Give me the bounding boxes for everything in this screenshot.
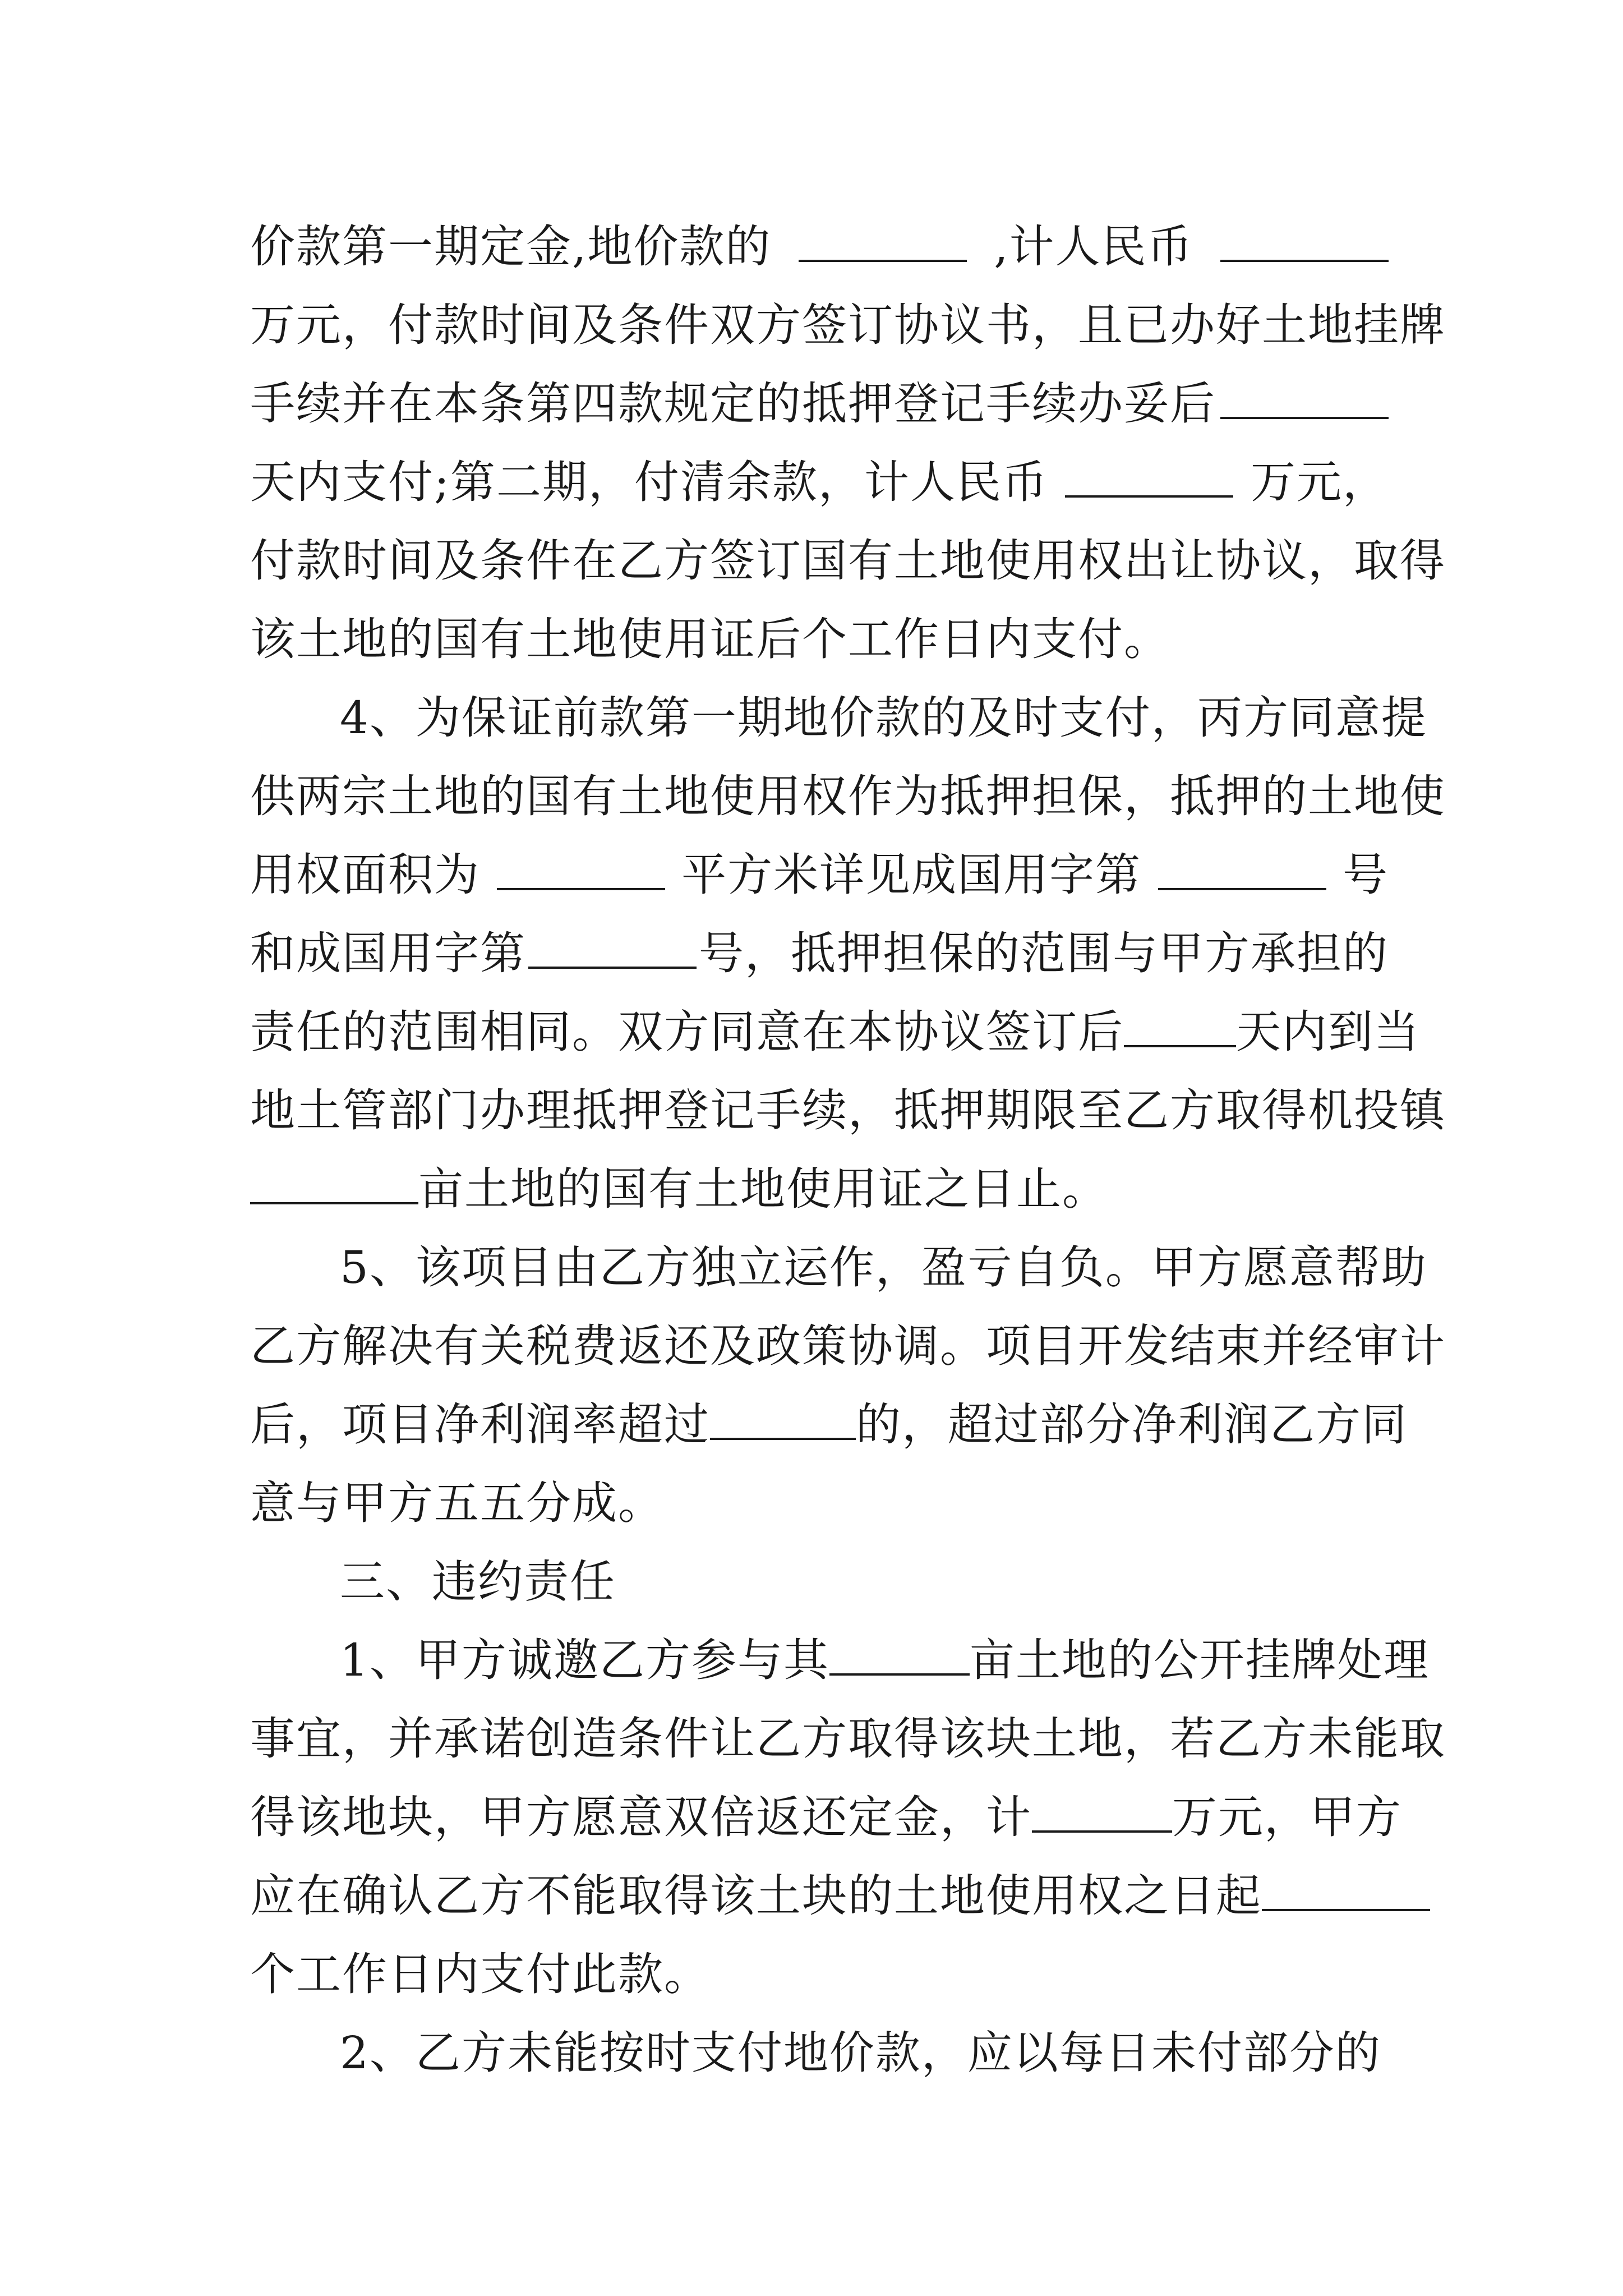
text-segment: 1、甲方诚邀乙方参与其 <box>340 1634 829 1686</box>
fill-blank[interactable] <box>250 1155 418 1204</box>
text-segment: 后，项目净利润率超过 <box>250 1398 710 1451</box>
text-line <box>250 600 1389 679</box>
text-segment: 价款第一期定金,地价款的 <box>250 220 772 273</box>
text-segment: 4、为保证前款第一期地价款的及时支付，丙方同意提 <box>340 692 1427 744</box>
text-line <box>250 1935 1389 2014</box>
text-line <box>250 993 1420 1071</box>
paragraph-start <box>340 1621 1430 1700</box>
fill-blank[interactable] <box>1124 998 1236 1047</box>
text-line <box>250 914 1389 993</box>
text-line <box>250 1071 1446 1150</box>
text-segment: 5、该项目由乙方独立运作，盈亏自负。甲方愿意帮助 <box>340 1241 1427 1294</box>
text-line <box>250 1386 1408 1464</box>
text-segment: 号 <box>1343 849 1389 901</box>
text-line <box>250 1857 1389 1935</box>
text-segment: 亩土地的国有土地使用证之日止。 <box>418 1163 1108 1215</box>
text-segment: 平方米详见成国用字第 <box>681 849 1141 901</box>
text-segment: 亩土地的公开挂牌处理 <box>969 1634 1430 1686</box>
text-segment: 责任的范围相同。双方同意在本协议签订后 <box>250 1006 1124 1058</box>
text-line <box>250 836 1389 914</box>
text-line <box>250 1307 1446 1386</box>
text-segment: 万元，付款时间及条件双方签订协议书，且已办好土地挂牌 <box>250 299 1446 351</box>
text-segment: 手续并在本条第四款规定的抵押登记手续办妥后 <box>250 378 1216 430</box>
text-segment: 供两宗土地的国有土地使用权作为抵押担保，抵押的土地使 <box>250 770 1446 822</box>
text-segment: 万元，甲方 <box>1172 1791 1402 1843</box>
text-line <box>250 1778 1402 1857</box>
text-line <box>250 522 1446 600</box>
text-segment: 万元， <box>1250 456 1389 508</box>
text-line <box>250 365 1389 443</box>
text-line <box>250 286 1446 365</box>
fill-blank[interactable] <box>1262 1862 1430 1911</box>
fill-blank[interactable] <box>1158 841 1326 890</box>
text-segment: 的，超过部分净利润乙方同 <box>856 1398 1408 1451</box>
paragraph-start <box>340 679 1427 757</box>
fill-blank[interactable] <box>829 1626 970 1676</box>
text-segment: 意与甲方五五分成。 <box>250 1477 664 1529</box>
text-segment: 天内到当 <box>1236 1006 1420 1058</box>
text-segment: 乙方解决有关税费返还及政策协调。项目开发结束并经审计 <box>250 1320 1446 1372</box>
text-line <box>250 1464 1389 1543</box>
section-heading <box>340 1543 1389 1621</box>
fill-blank[interactable] <box>528 919 697 969</box>
text-segment: ,计人民币 <box>994 220 1193 273</box>
paragraph-start <box>340 1228 1427 1307</box>
text-segment: 付款时间及条件在乙方签订国有土地使用权出让协议，取得 <box>250 535 1446 587</box>
fill-blank[interactable] <box>497 841 665 890</box>
text-segment: 2、乙方未能按时支付地价款，应以每日未付部分的 <box>340 2027 1381 2079</box>
text-line <box>250 757 1446 836</box>
fill-blank[interactable] <box>1032 1783 1172 1833</box>
text-segment: 号，抵押担保的范围与甲方承担的 <box>699 927 1389 979</box>
paragraph-start <box>340 2014 1389 2092</box>
text-segment: 个工作日内支付此款。 <box>250 1948 710 2000</box>
text-segment: 事宜，并承诺创造条件让乙方取得该块土地，若乙方未能取 <box>250 1713 1446 1765</box>
fill-blank[interactable] <box>1220 213 1389 262</box>
text-line <box>250 443 1389 522</box>
fill-blank[interactable] <box>1065 448 1233 498</box>
fill-blank[interactable] <box>710 1391 856 1440</box>
text-line <box>250 1700 1446 1778</box>
fill-blank[interactable] <box>799 213 967 262</box>
text-line <box>250 208 1389 286</box>
fill-blank[interactable] <box>1220 370 1389 419</box>
text-segment: 用权面积为 <box>250 849 480 901</box>
text-segment: 该土地的国有土地使用证后个工作日内支付。 <box>250 613 1170 665</box>
text-line <box>250 1150 1389 1228</box>
text-segment: 地土管部门办理抵押登记手续，抵押期限至乙方取得机投镇 <box>250 1084 1446 1137</box>
text-segment: 应在确认乙方不能取得该土块的土地使用权之日起 <box>250 1870 1262 1922</box>
text-segment: 三、违约责任 <box>340 1556 616 1608</box>
text-segment: 和成国用字第 <box>250 927 526 979</box>
text-segment: 天内支付;第二期，付清余款，计人民币 <box>250 456 1048 508</box>
text-segment: 得该地块，甲方愿意双倍返还定金，计 <box>250 1791 1032 1843</box>
